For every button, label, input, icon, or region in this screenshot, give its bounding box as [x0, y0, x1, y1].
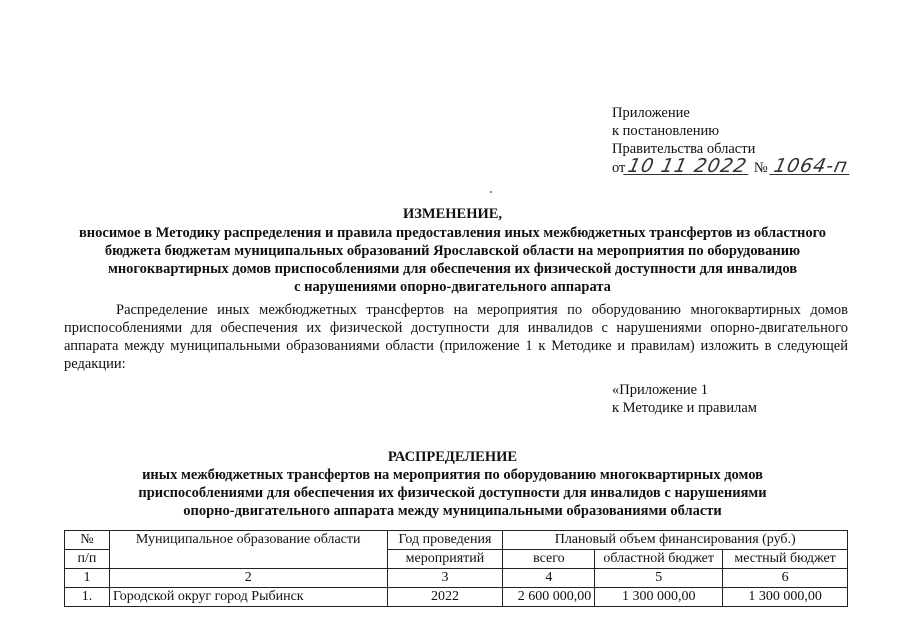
row-total: 2 600 000,00 [503, 588, 595, 607]
from-label: от [612, 160, 626, 176]
header-municipality: Муниципальное образование области [109, 531, 387, 569]
quote-appendix [612, 381, 757, 417]
header-regional: областной бюджет [595, 550, 723, 569]
column-number: 5 [595, 569, 723, 588]
number-label: № [753, 160, 768, 176]
column-number: 6 [723, 569, 848, 588]
quote-appendix-line-1: «Приложение 1 [612, 382, 708, 398]
table-column-number-row [65, 569, 848, 588]
body-paragraph: Распределение иных межбюджетных трансфертов на мероприятия по оборудованию многоквартирных домов приспособлениями для обеспечения их физической доступности для инвалидов с нарушениями опорно-двигательного аппарата между муниципальными образованиями области (приложение 1 к Методике и правилам) изложить в следующей редакции: [64, 302, 848, 372]
header-num-1: № [65, 531, 110, 550]
column-number: 1 [65, 569, 110, 588]
header-plan: Плановый объем финансирования (руб.) [503, 531, 848, 550]
header-local: местный бюджет [723, 550, 848, 569]
distribution-table [64, 530, 848, 607]
distribution-line-3: опорно-двигательного аппарата между муниципальными образованиями области [183, 503, 722, 519]
header-year-1: Год проведения [387, 531, 503, 550]
column-number: 4 [503, 569, 595, 588]
change-line-2: бюджета бюджетам муниципальных образований Ярославской области на мероприятия по оборудованию [104, 243, 801, 259]
change-line-4: с нарушениями опорно-двигательного аппарата [294, 279, 611, 295]
appendix-line-1: Приложение [612, 105, 690, 121]
column-number: 3 [387, 569, 503, 588]
row-municipality: Городской округ город Рыбинск [109, 588, 387, 607]
change-line-3: многоквартирных домов приспособлениями для обеспечения их физической доступности для инвалидов [107, 261, 798, 277]
handwritten-date: 10 11 2022 [624, 158, 752, 175]
quote-appendix-line-2: к Методике и правилам [612, 400, 757, 416]
header-year-2: мероприятий [387, 550, 503, 569]
table-header-row-1 [65, 531, 848, 550]
change-line-1: вносимое в Методику распределения и правила предоставления иных межбюджетных трансфертов из областного [78, 225, 827, 241]
row-year: 2022 [387, 588, 503, 607]
row-regional: 1 300 000,00 [595, 588, 723, 607]
appendix-block [612, 104, 851, 177]
appendix-line-3: Правительства области [612, 141, 756, 157]
distribution-line-2: приспособлениями для обеспечения их физической доступности для инвалидов с нарушениями [138, 485, 767, 501]
distribution-heading: РАСПРЕДЕЛЕНИЕ [387, 449, 518, 465]
scan-speck [490, 191, 492, 193]
appendix-date-line [612, 155, 851, 177]
distribution-line-1: иных межбюджетных трансфертов на мероприятия по оборудованию многоквартирных домов [142, 467, 763, 483]
change-heading: ИЗМЕНЕНИЕ, [402, 206, 503, 222]
row-number: 1. [65, 588, 110, 607]
header-total: всего [503, 550, 595, 569]
column-number: 2 [109, 569, 387, 588]
table-row [65, 588, 848, 607]
header-num-2: п/п [65, 550, 110, 569]
row-local: 1 300 000,00 [723, 588, 848, 607]
appendix-line-2: к постановлению [612, 123, 720, 139]
handwritten-number: 1064-п [769, 158, 852, 175]
